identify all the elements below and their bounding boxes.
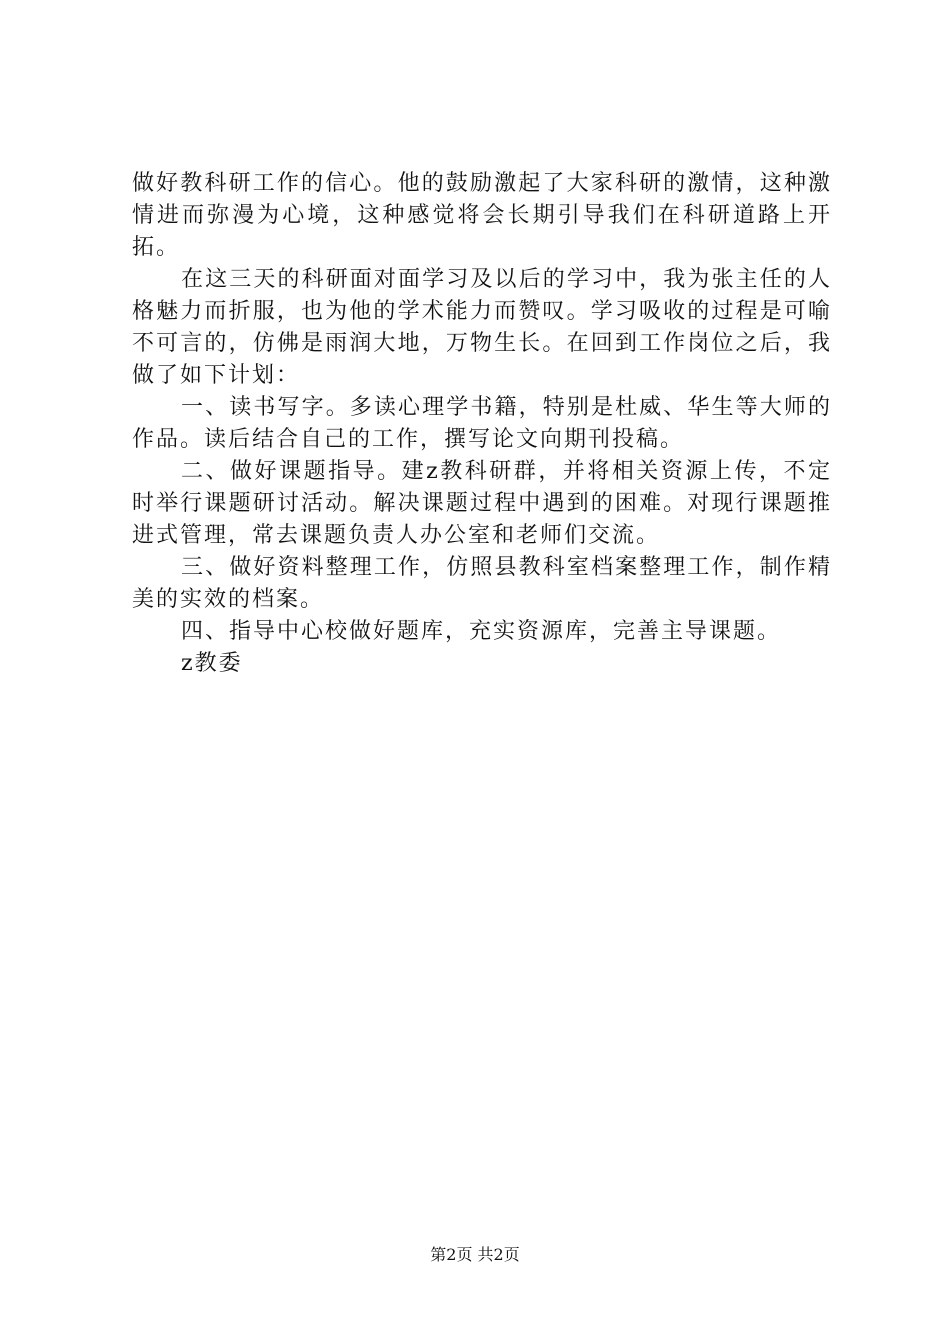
paragraph-learning-reflection: 在这三天的科研面对面学习及以后的学习中，我为张主任的人格魅力而折服，也为他的学术能力而赞叹。学习吸收的过程是可喻不可言的，仿佛是雨润大地，万物生长。在回到工作岗位之后，我做了如下计划： [132, 267, 832, 388]
plan-item-2: 二、做好课题指导。建z教科研群，并将相关资源上传，不定时举行课题研讨活动。解决课题过程中遇到的困难。对现行课题推进式管理，常去课题负责人办公室和老师们交流。 [132, 459, 832, 548]
signature: z教委 [181, 651, 243, 676]
plan-item-3: 三、做好资料整理工作，仿照县教科室档案整理工作，制作精美的实效的档案。 [132, 555, 832, 612]
paragraph-continuation: 做好教科研工作的信心。他的鼓励激起了大家科研的激情，这种激情进而弥漫为心境，这种感觉将会长期引导我们在科研道路上开拓。 [132, 171, 832, 260]
page-footer: 第2页 共2页 [430, 1245, 520, 1264]
plan-item-4: 四、指导中心校做好题库，充实资源库，完善主导课题。 [181, 619, 782, 644]
document-body [132, 168, 832, 680]
plan-item-1: 一、读书写字。多读心理学书籍，特别是杜威、华生等大师的作品。读后结合自己的工作，撰写论文向期刊投稿。 [132, 395, 832, 452]
